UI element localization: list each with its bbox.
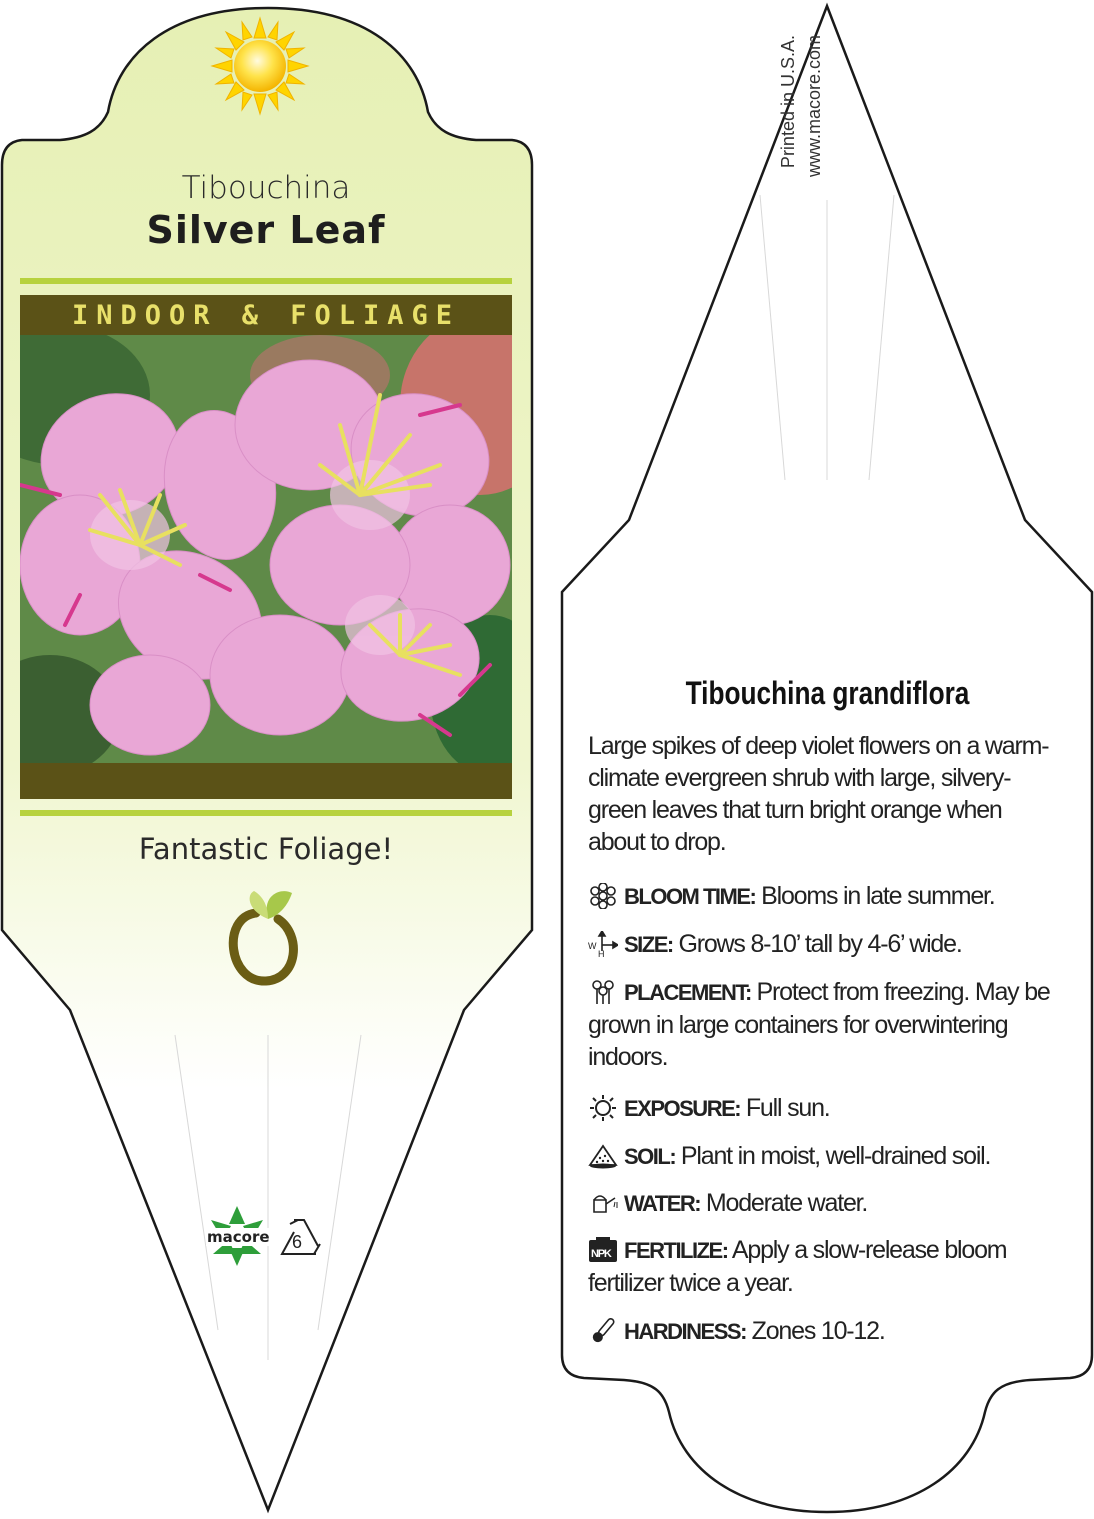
plant-description: Large spikes of deep violet flowers on a warm-climate evergreen shrub with large, silvery-green leaves that turn bright orange when about to drop. <box>588 732 1049 856</box>
category-label: INDOOR & FOLIAGE <box>71 299 461 331</box>
care-label: PLACEMENT: <box>624 980 751 1005</box>
thermometer-icon <box>588 1318 618 1344</box>
flower-photo <box>20 335 512 763</box>
care-label: HARDINESS: <box>624 1319 746 1344</box>
care-text: Full sun. <box>745 1094 830 1122</box>
care-water <box>588 1187 1068 1220</box>
care-text: Moderate water. <box>705 1189 868 1217</box>
care-exposure <box>588 1092 1068 1125</box>
tagline: Fantastic Foliage! <box>138 832 394 866</box>
care-label: SOIL: <box>624 1144 676 1169</box>
scientific-name: Tibouchina grandiflora <box>685 675 970 711</box>
care-placement <box>588 976 1058 1073</box>
care-bloom-time <box>588 880 1068 913</box>
website: www.macore.com <box>804 35 824 178</box>
care-label: BLOOM TIME: <box>624 884 756 909</box>
sun-outline-icon <box>588 1095 618 1121</box>
care-text: Blooms in late summer. <box>761 882 995 910</box>
divider-line <box>20 278 512 284</box>
full-sun-icon <box>212 18 308 114</box>
soil-pile-icon <box>588 1143 618 1169</box>
placement-plants-icon <box>588 979 618 1005</box>
flower-icon <box>588 883 618 909</box>
svg-text:NPK: NPK <box>591 1248 611 1260</box>
care-text: Protect from freezing. May be grown in large containers for overwintering indoors. <box>588 978 1050 1071</box>
variety-name: Silver Leaf <box>146 208 386 252</box>
printed-origin: Printed in U.S.A. <box>778 35 798 169</box>
brand-name: macore <box>207 1228 270 1246</box>
svg-text:H: H <box>598 949 604 957</box>
care-hardiness <box>588 1315 1068 1348</box>
care-text: Plant in moist, well-drained soil. <box>680 1142 991 1170</box>
size-arrows-icon <box>588 931 618 957</box>
care-text: Apply a slow-release bloom fertilizer twice a year. <box>588 1236 1007 1297</box>
divider-line <box>20 810 512 816</box>
svg-text:W: W <box>588 941 596 951</box>
category-banner <box>20 295 512 335</box>
npk-fertilizer-icon <box>588 1237 618 1263</box>
care-fertilize <box>588 1234 1058 1299</box>
watering-can-icon <box>588 1190 618 1216</box>
photo-footer-band <box>20 763 512 799</box>
care-text: Zones 10-12. <box>751 1317 885 1345</box>
care-label: WATER: <box>624 1191 701 1216</box>
care-label: EXPOSURE: <box>624 1096 741 1121</box>
care-soil <box>588 1140 1068 1173</box>
common-name: Tibouchina <box>181 170 351 206</box>
care-size <box>588 928 1068 961</box>
care-label: FERTILIZE: <box>624 1238 728 1263</box>
recycle-code: 6 <box>292 1232 303 1252</box>
care-label: SIZE: <box>624 932 673 957</box>
care-text: Grows 8-10’ tall by 4-6’ wide. <box>678 930 962 958</box>
printed-info <box>775 35 835 285</box>
